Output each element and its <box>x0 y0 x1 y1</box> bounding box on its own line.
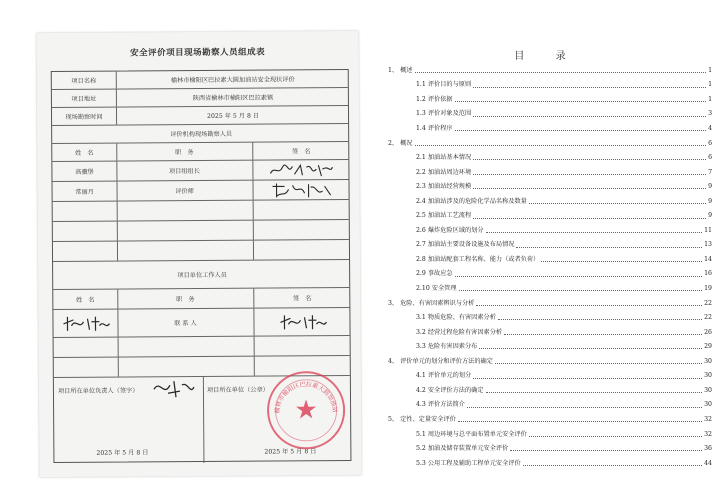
toc-entry-title: 评价目的与原则 <box>427 81 472 89</box>
col-role-header: 职 务 <box>176 296 195 304</box>
toc-entry-page: 30 <box>704 372 712 380</box>
survey-time-label: 现场勘察时间 <box>65 113 103 121</box>
toc-entry-page: 13 <box>704 241 712 249</box>
toc-entry-title: 加油及储存装置单元安全评价 <box>427 445 509 453</box>
toc-entry-title: 加油站工艺流程 <box>427 212 472 220</box>
toc-leader-dots <box>473 116 706 117</box>
toc-entry[interactable] <box>374 398 720 409</box>
toc-leader-dots <box>473 174 706 175</box>
toc-entry[interactable] <box>374 354 720 365</box>
toc-entry-number: 2.2 <box>416 168 426 176</box>
project-name-label: 项目名称 <box>71 77 97 85</box>
row-agency-section <box>52 124 348 144</box>
toc-entry-title: 公用工程及辅助工程单元安全评价 <box>427 459 521 467</box>
toc-entry-page: 22 <box>704 314 712 322</box>
toc-leader-dots <box>504 334 702 335</box>
toc-entry[interactable] <box>374 339 720 350</box>
toc-entry-number: 1.1 <box>416 81 426 89</box>
toc-entry[interactable] <box>374 310 720 321</box>
toc-entry-page: 32 <box>704 430 712 438</box>
toc-entry-title: 安全管理 <box>431 285 457 293</box>
table-row <box>53 220 349 242</box>
toc-leader-dots <box>459 290 703 291</box>
official-seal-icon: ★ 榆林市榆阳区巴拉素大圆加油站 <box>267 371 346 450</box>
toc-entry-page: 11 <box>704 226 712 234</box>
row-survey-time <box>52 106 348 126</box>
toc-entry-page: 3 <box>708 110 712 118</box>
toc-entry-page: 16 <box>704 270 712 278</box>
toc-entry-title: 定性、定量安全评价 <box>400 415 456 423</box>
toc-entry-page: 26 <box>704 328 712 336</box>
toc-entry[interactable] <box>374 63 720 74</box>
toc-entry[interactable] <box>374 121 720 132</box>
col-signature-header: 签 名 <box>293 295 312 303</box>
person-role: 评价师 <box>175 188 194 196</box>
toc-leader-dots <box>415 72 707 73</box>
toc-entry-page: 4 <box>708 124 712 132</box>
toc-entry[interactable] <box>374 296 720 307</box>
toc-entry[interactable] <box>374 383 720 394</box>
toc-entry-page: 14 <box>704 255 712 263</box>
toc-entry-title: 危险、有害因素辨识与分析 <box>400 299 475 307</box>
toc-entry[interactable] <box>374 179 720 190</box>
toc-entry-number: 1.3 <box>416 110 426 118</box>
toc-entry-title: 评价单元的划分和评价方法的确定 <box>400 357 493 365</box>
toc-entry-title: 加油站主要设备设施及布局情况 <box>427 241 515 249</box>
toc-entry-title: 物质危险、有害因素分析 <box>427 314 496 322</box>
table-row <box>52 180 348 202</box>
toc-entry-title: 概述 <box>400 66 413 74</box>
handwritten-signature-icon <box>276 312 328 332</box>
toc-leader-dots <box>473 188 706 189</box>
toc-entry-title: 评价程序 <box>427 124 453 132</box>
person-name: 高骥堡 <box>75 168 94 176</box>
toc-entry[interactable] <box>374 136 720 147</box>
toc-leader-dots <box>458 421 702 422</box>
person-role: 项目组组长 <box>168 167 200 176</box>
toc-entry-page: 29 <box>704 343 712 351</box>
toc-entry[interactable] <box>374 267 720 278</box>
toc-leader-dots <box>479 348 702 349</box>
toc-entry-page: 6 <box>708 139 712 147</box>
toc-entry[interactable] <box>374 150 720 161</box>
toc-entry-number: 3、 <box>388 299 399 307</box>
toc-leader-dots <box>523 465 702 466</box>
toc-entry-page: 9 <box>708 197 712 205</box>
handwritten-signature-icon <box>59 313 111 333</box>
agency-section-title: 评价机构现场勘察人员 <box>170 130 233 139</box>
svg-text:榆林市榆阳区巴拉素大圆加油站 <box>273 380 339 414</box>
toc-leader-dots <box>473 159 706 160</box>
toc-entry[interactable] <box>374 194 720 205</box>
toc-entry-title: 危险有害因素分布 <box>427 343 478 351</box>
toc-entry[interactable] <box>374 78 720 89</box>
person-name: 常丽月 <box>75 188 94 196</box>
unit-head-label: 项目所在单位负责人（签字） <box>57 386 139 395</box>
toc-list <box>374 30 720 502</box>
toc-entry-title: 事故应急 <box>427 270 453 278</box>
toc-entry-title: 加油站基本情况 <box>427 154 472 162</box>
handwritten-signature-icon <box>266 161 336 179</box>
toc-entry-page: 30 <box>704 386 712 394</box>
toc-entry-number: 2.7 <box>416 241 426 249</box>
toc-entry-number: 4.3 <box>416 401 426 409</box>
toc-page <box>374 30 720 502</box>
toc-entry[interactable] <box>374 165 720 176</box>
toc-entry-title: 评价对象及范围 <box>427 110 472 118</box>
toc-leader-dots <box>529 436 702 437</box>
toc-entry-number: 5.1 <box>416 430 426 438</box>
toc-entry-title: 加油站周边环境 <box>427 168 472 176</box>
toc-entry[interactable] <box>374 281 720 292</box>
toc-entry-number: 2.3 <box>416 183 426 191</box>
toc-leader-dots <box>473 218 706 219</box>
toc-entry[interactable] <box>374 92 720 103</box>
toc-leader-dots <box>486 392 703 393</box>
col-role-header: 职 务 <box>174 149 194 157</box>
toc-entry-title: 评价方法简介 <box>427 401 465 409</box>
table-row <box>53 240 349 262</box>
toc-entry[interactable] <box>374 412 720 423</box>
project-address-value: 陕西省榆林市榆阳区巴拉素镇 <box>192 94 274 103</box>
toc-entry-title: 评价单元的划分 <box>427 372 472 380</box>
row-project-address <box>52 88 348 108</box>
toc-entry[interactable] <box>374 107 720 118</box>
toc-entry-number: 2.9 <box>416 270 426 278</box>
form-title: 安全评价项目现场勘察人员组成表 <box>130 47 266 59</box>
toc-leader-dots <box>498 319 702 320</box>
toc-entry-title: 爆炸危险区域的划分 <box>427 226 484 234</box>
signature-image <box>53 310 117 337</box>
toc-entry-page: 1 <box>708 81 712 89</box>
toc-entry-page: 1 <box>708 95 712 103</box>
toc-entry-title: 加油站配套工程名称、能力（或者负荷） <box>427 255 540 263</box>
toc-entry[interactable] <box>374 209 720 220</box>
toc-entry-page: 30 <box>704 401 712 409</box>
toc-entry-number: 5.3 <box>416 459 426 467</box>
toc-entry[interactable] <box>374 441 720 452</box>
toc-entry-page: 32 <box>704 415 712 423</box>
col-signature-header: 签 名 <box>291 148 311 156</box>
toc-entry-page: 19 <box>704 285 712 293</box>
toc-entry-number: 1.2 <box>416 95 426 103</box>
toc-entry-title: 加油站经营规模 <box>427 183 472 191</box>
toc-entry-number: 5、 <box>388 415 399 423</box>
table-row <box>52 160 348 182</box>
toc-entry-page: 9 <box>708 212 712 220</box>
toc-entry-number: 1.4 <box>416 124 426 132</box>
toc-leader-dots <box>455 276 703 277</box>
toc-entry-number: 1、 <box>388 66 399 74</box>
toc-entry-number: 2.8 <box>416 255 426 263</box>
toc-leader-dots <box>476 305 702 306</box>
toc-entry-number: 5.2 <box>416 445 426 453</box>
toc-entry-page: 7 <box>708 168 712 176</box>
toc-entry-title: 经营过程危险有害因素分析 <box>427 328 503 336</box>
toc-leader-dots <box>473 378 702 379</box>
toc-leader-dots <box>455 101 706 102</box>
toc-leader-dots <box>467 407 702 408</box>
toc-leader-dots <box>516 247 702 248</box>
toc-entry-page: 22 <box>704 299 712 307</box>
toc-entry-number: 4.1 <box>416 372 426 380</box>
signature-image <box>252 180 350 200</box>
row-project-name <box>52 70 348 90</box>
toc-entry[interactable] <box>374 252 720 263</box>
toc-entry-title: 周边环境与总平面布置单元安全评价 <box>427 430 527 438</box>
toc-leader-dots <box>473 87 706 88</box>
toc-entry-number: 2.10 <box>416 285 430 293</box>
date-right: 2025 年 5 月 8 日 <box>264 447 317 456</box>
col-name-header: 姓 名 <box>76 296 95 304</box>
toc-entry-title: 安全评价方法的确定 <box>427 386 484 394</box>
project-address-label: 项目地址 <box>71 95 97 103</box>
toc-entry-page: 36 <box>704 445 712 453</box>
toc-entry-page: 44 <box>704 459 712 467</box>
toc-entry-page: 9 <box>708 183 712 191</box>
col-name-header: 姓 名 <box>74 149 94 157</box>
row-unit-header <box>53 288 349 310</box>
toc-entry-number: 2.4 <box>416 197 426 205</box>
toc-leader-dots <box>529 203 706 204</box>
unit-seal-label: 项目所在单位（公章） <box>206 386 269 394</box>
table-row <box>54 336 350 358</box>
toc-leader-dots <box>455 130 706 131</box>
stamp-text: 榆林市榆阳区巴拉素大圆加油站 <box>273 381 339 414</box>
toc-entry-number: 4.2 <box>416 386 426 394</box>
toc-leader-dots <box>486 232 703 233</box>
row-unit-section <box>53 260 349 290</box>
unit-section-title: 项目单位工作人员 <box>177 271 227 280</box>
toc-entry-number: 2、 <box>388 139 399 147</box>
toc-entry-number: 2.5 <box>416 212 426 220</box>
toc-entry-number: 3.3 <box>416 343 426 351</box>
survey-form-page <box>36 31 361 477</box>
signature-image <box>253 308 351 336</box>
toc-entry-page: 1 <box>708 66 712 74</box>
seal-ring-text <box>267 371 346 450</box>
signature-image <box>150 377 196 405</box>
toc-entry-number: 3.1 <box>416 314 426 322</box>
row-agency-header <box>52 142 348 162</box>
survey-time-value: 2025 年 5 月 8 日 <box>206 112 260 120</box>
toc-entry[interactable] <box>374 325 720 336</box>
toc-entry[interactable] <box>374 223 720 234</box>
table-row <box>53 200 349 222</box>
toc-entry-number: 4、 <box>388 357 399 365</box>
toc-entry-title: 加油站涉及的危险化学品名称及数量 <box>427 197 527 205</box>
toc-entry-number: 2.6 <box>416 226 426 234</box>
toc-entry-number: 2.1 <box>416 154 426 162</box>
toc-entry-page: 6 <box>708 154 712 162</box>
project-name-value: 榆林市榆阳区巴拉素大圆加油站安全现状评价 <box>170 76 295 85</box>
toc-entry[interactable] <box>374 238 720 249</box>
toc-entry-title: 概况 <box>400 139 413 147</box>
handwritten-signature-icon <box>266 181 336 199</box>
toc-title: 目 录 <box>514 51 580 62</box>
toc-entry-page: 30 <box>704 357 712 365</box>
toc-leader-dots <box>541 261 702 262</box>
signature-image <box>252 160 350 180</box>
handwritten-signature-icon <box>150 377 196 401</box>
toc-leader-dots <box>415 145 707 146</box>
toc-entry-number: 3.2 <box>416 328 426 336</box>
toc-entry[interactable] <box>374 456 720 467</box>
table-row <box>53 308 349 338</box>
toc-entry-title: 评价依据 <box>427 95 453 103</box>
person-role: 联 系 人 <box>174 320 197 328</box>
toc-leader-dots <box>510 450 702 451</box>
toc-entry[interactable] <box>374 427 720 438</box>
toc-entry[interactable] <box>374 369 720 380</box>
toc-leader-dots <box>495 363 702 364</box>
date-left: 2025 年 5 月 8 日 <box>96 448 149 457</box>
